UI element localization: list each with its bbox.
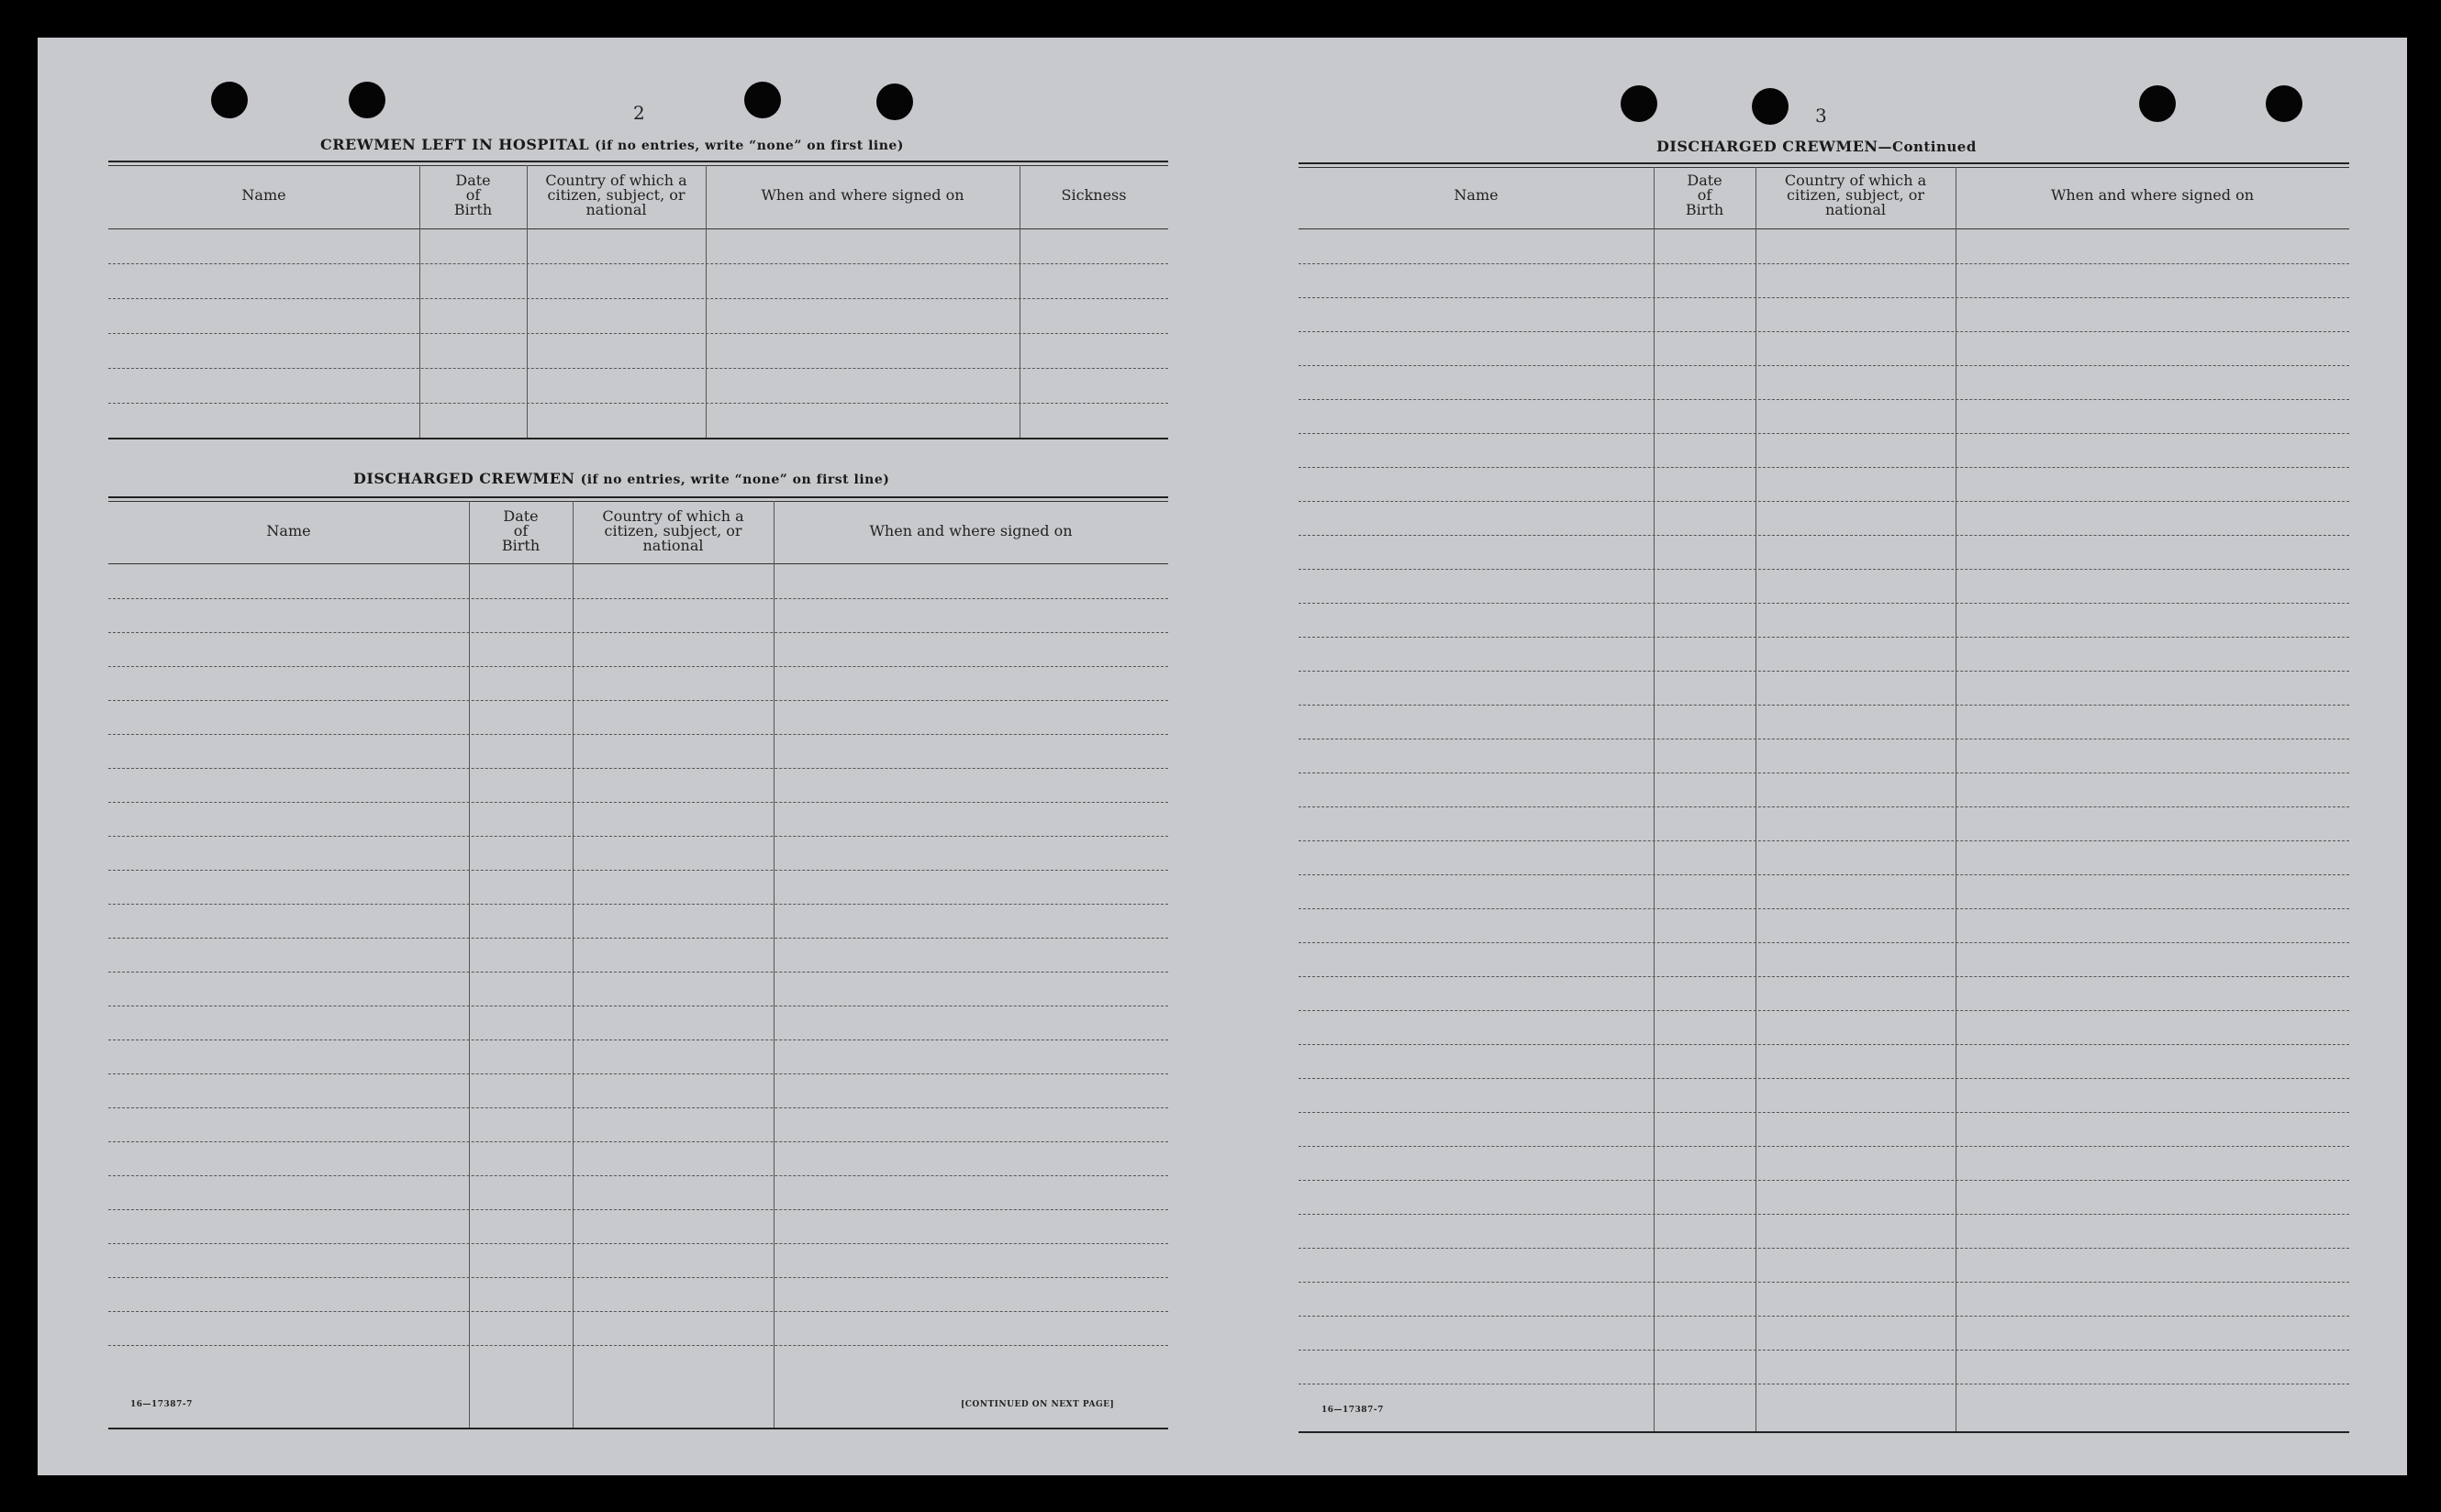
column-header-dob: Date of Birth: [501, 507, 541, 554]
discharged-continued-table: [1299, 162, 2349, 1438]
column-header-name: Name: [241, 186, 286, 204]
discharged-section-title: DISCHARGED CREWMEN (if no entries, write “none” on first line): [353, 470, 890, 487]
column-header-signed: When and where signed on: [2050, 186, 2255, 204]
page-number: 3: [1815, 105, 1827, 127]
column-header-dob: Date of Birth: [453, 172, 493, 218]
form-sheet: [38, 38, 2407, 1475]
discharged-continued-title: DISCHARGED CREWMEN—Continued: [1656, 138, 1977, 155]
discharged-table: [108, 496, 1168, 1432]
hospital-section-title: CREWMEN LEFT IN HOSPITAL (if no entries, write “none” on first line): [320, 136, 904, 153]
column-header-country: Country of which a citizen, subject, or national: [1784, 172, 1927, 218]
page-number: 2: [633, 102, 645, 124]
column-header-signed: When and where signed on: [761, 186, 964, 204]
column-header-country: Country of which a citizen, subject, or national: [602, 507, 744, 554]
column-header-name: Name: [1454, 186, 1499, 204]
left-page: [38, 38, 1231, 1475]
column-header-dob: Date of Birth: [1685, 172, 1724, 218]
column-header-signed: When and where signed on: [869, 522, 1073, 539]
column-header-country: Country of which a citizen, subject, or national: [545, 172, 687, 218]
column-header-name: Name: [266, 522, 311, 539]
hospital-table: [108, 161, 1168, 445]
form-number: 16—17387-7: [130, 1400, 193, 1409]
form-number: 16—17387-7: [1321, 1406, 1384, 1415]
continued-note: [CONTINUED ON NEXT PAGE]: [961, 1400, 1115, 1409]
right-page: [1231, 38, 2407, 1475]
column-header-sickness: Sickness: [1061, 186, 1127, 204]
